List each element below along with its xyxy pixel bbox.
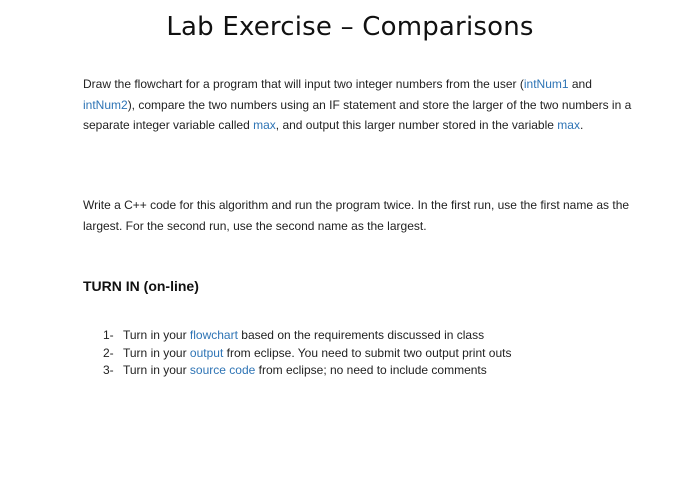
variable-name-intnum1: intNum1 <box>523 77 569 91</box>
list-number: 2- <box>103 345 114 360</box>
turn-in-list <box>103 327 663 380</box>
instructions-paragraph-code: Write a C++ code for this algorithm and run the program twice. In the first run, use the first name as the largest. For the second run, use the second name as the largest. <box>83 198 630 233</box>
list-item <box>103 362 663 380</box>
paragraph-text: and <box>568 77 592 91</box>
list-item-text <box>123 362 487 380</box>
turn-in-heading: TURN IN (on-line) <box>83 278 199 294</box>
paragraph-text: . <box>579 118 584 132</box>
highlight-flowchart: flowchart <box>189 328 238 342</box>
list-item <box>103 345 663 363</box>
paragraph-text: ), compare the two numbers using an IF statement and store the larger of the two numbers in a separate integer variable called <box>83 97 632 132</box>
list-item-text-post: based on the requirements discussed in class <box>237 328 485 342</box>
highlight-output: output <box>189 345 224 360</box>
list-number: 1- <box>103 328 114 342</box>
paragraph-text: , and output this larger number stored in the variable <box>275 118 558 132</box>
page-title: Lab Exercise – Comparisons <box>166 12 534 42</box>
variable-name-intnum2: intNum2 <box>83 97 128 112</box>
list-item-text <box>123 327 484 345</box>
list-item-text-post: from eclipse; no need to include comments <box>255 363 487 377</box>
instructions-paragraph-flowchart <box>83 74 643 136</box>
list-item-text-pre: Turn in your <box>123 363 190 377</box>
variable-name-max: max <box>557 118 580 132</box>
list-number: 3- <box>103 363 114 377</box>
list-item-text <box>123 345 511 363</box>
list-item-text-pre: Turn in your <box>123 345 190 360</box>
list-item-text-post: from eclipse. You need to submit two output print outs <box>223 345 512 360</box>
list-item-text-pre: Turn in your <box>123 328 190 342</box>
paragraph-text: Draw the flowchart for a program that will input two integer numbers from the user ( <box>83 77 524 91</box>
highlight-source-code: source code <box>189 363 256 377</box>
variable-name-max: max <box>253 118 276 132</box>
list-item <box>103 327 663 345</box>
